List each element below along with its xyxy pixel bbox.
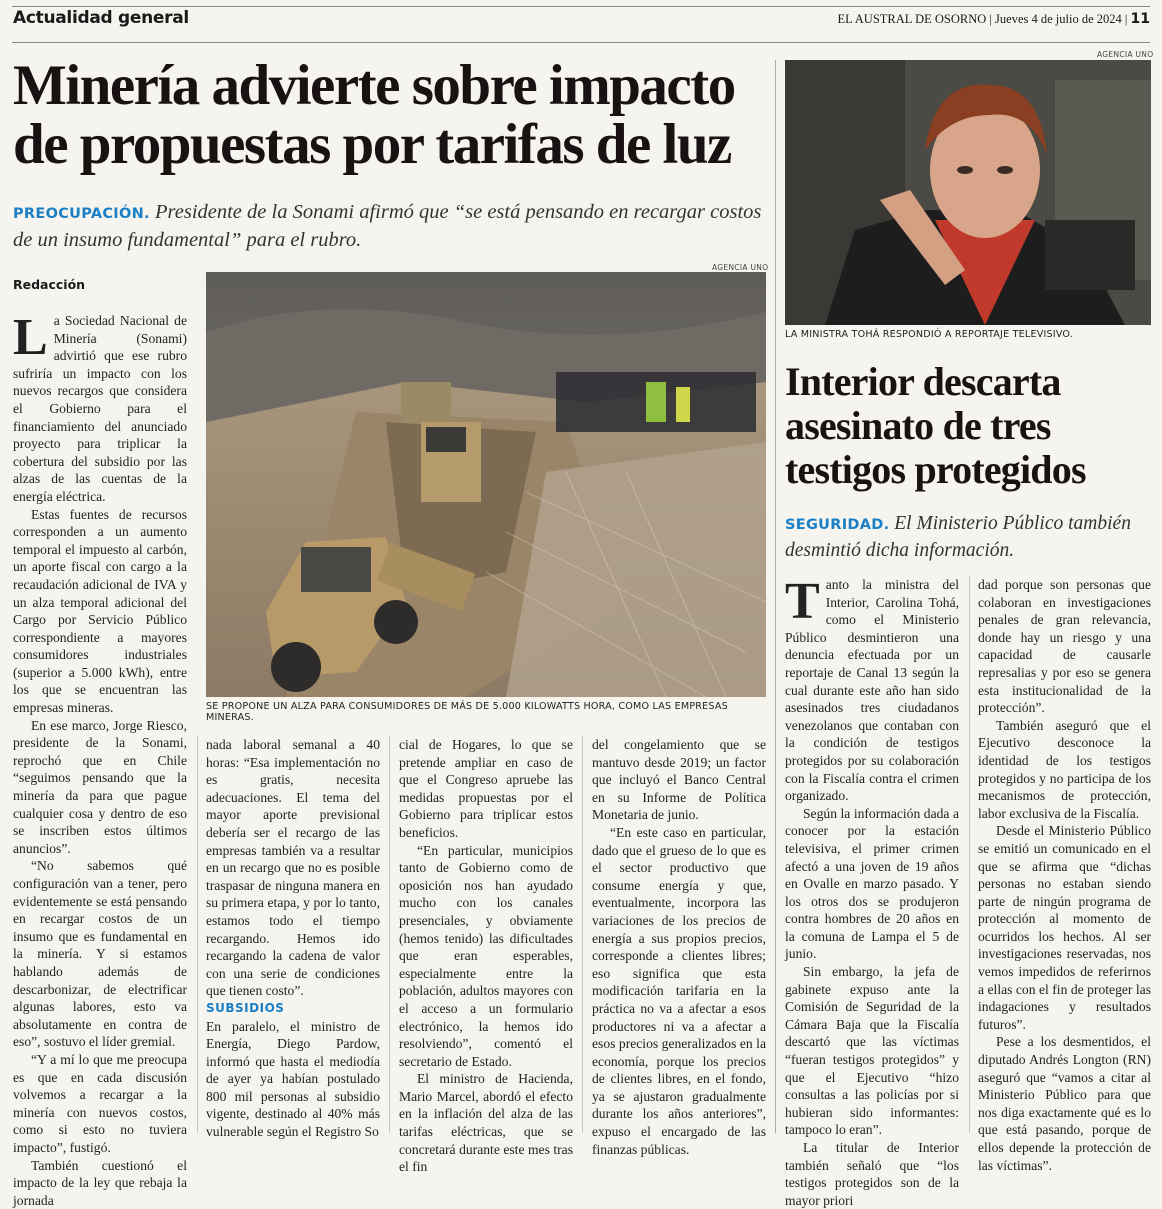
side-column-1 [785, 576, 959, 1133]
paragraph: También aseguró que el Ejecutivo desconoce la identidad de los testigos protegidos y no participa de los mecanismos de protección, labor exclusiva de la Fiscalía. [978, 717, 1151, 823]
main-deck [13, 199, 773, 253]
byline: Redacción [13, 277, 85, 292]
paragraph: “En particular, municipios tanto de Gobierno como de oposición nos han ayudado mucho con los canales presenciales, y obviamente (hemos tenido) las dificultades que eran esperables, especialmente entre la población, adultos mayores con el acceso a un formulario electrónico, la hemos ido resolviendo”, comentó el secretario de Estado. [399, 842, 573, 1071]
main-column-1 [13, 312, 187, 1133]
main-column-4 [592, 736, 766, 1133]
main-kicker: PREOCUPACIÓN. [13, 206, 150, 222]
paragraph: Estas fuentes de recursos corresponden a un aumento temporal el impuesto al carbón, un aporte fiscal con cargo a la recaudación adicional de IVA y un alza temporal adicional del Cargo por Servicio Público correspondiente a mayores consumidores industriales (superior a 5.000 kWh), entre los que se encuentran las empresas mineras. [13, 506, 187, 717]
paragraph: El ministro de Hacienda, Mario Marcel, abordó el efecto en la inflación del alza de las tarifas eléctricas, que se concretará durante este mes tras el fin [399, 1070, 573, 1176]
paragraph: Según la información dada a conocer por la estación televisiva, el primer crimen afectó a una joven de 19 años en Ovalle en marzo pasado. Y los otros dos se produjeron contra hombres de 20 años en la comuna de Lampa el 5 de junio. [785, 805, 959, 963]
mid-loader [421, 422, 481, 502]
paragraph: cial de Hogares, lo que se pretende ampliar en caso de que el Congreso apruebe las medidas propuestas por el Gobierno para triplicar estos beneficios. [399, 736, 573, 842]
worker-crowd [556, 372, 756, 432]
column-divider [582, 736, 583, 1133]
side-headline: Interior descarta asesinato de tres testigos protegidos [785, 360, 1155, 492]
main-headline: Minería advierte sobre impacto de propuestas por tarifas de luz [13, 56, 773, 174]
page-number: 11 [1131, 11, 1150, 27]
paragraph: En paralelo, el ministro de Energía, Diego Pardow, informó que hasta el mediodía de ayer ya habían postulado 800 mil personas al subsidio vigente, destinado al 40% más vulnerable según el Registro So [206, 1018, 380, 1141]
photo-caption: SE PROPONE UN ALZA PARA CONSUMIDORES DE MÁS DE 5.000 KILOWATTS HORA, COMO LAS EMPRESAS MINERAS. [206, 701, 766, 723]
side-kicker: SEGURIDAD. [785, 517, 889, 533]
paragraph: dad porque son personas que colaboran en investigaciones penales de gran relevancia, donde hay un riesgo y una capacidad de causarle represalias y por eso se genera esta institucionalidad de la protección”. [978, 576, 1151, 717]
column-divider [969, 576, 970, 1133]
paragraph: “Y a mí lo que me preocupa es que en cada discusión volvemos a recargar a la minería con nuevos costos, como si esto no tuviera impacto”, fustigó. [13, 1051, 187, 1157]
column-divider [197, 736, 198, 1133]
masthead [838, 11, 1150, 27]
side-photo-credit: AGENCIA UNO [1097, 50, 1153, 59]
minister-portrait-image [785, 60, 1151, 325]
paragraph: Sin embargo, la jefa de gabinete expuso ante la Comisión de Seguridad de la Cámara Baja que la Fiscalía descartó que las víctimas “fueran testigos protegidos” y que el Ejecutivo “hizo consultas a las policías por si hubieran sido informantes: tampoco lo eran”. [785, 963, 959, 1139]
separator: | [989, 12, 992, 26]
paragraph: También cuestionó el impacto de la ley que rebaja la jornada [13, 1157, 187, 1209]
paragraph: “No sabemos qué configuración van a tener, pero evidentemente se está pensando en recargar costos de un insumo que es fundamental en la minería. Y si estamos hablando además de descarbonizar, de electrificar algunas labores, esto va absolutamente en contra de eso”, sostuvo el líder gremial. [13, 857, 187, 1051]
separator: | [1125, 12, 1128, 26]
paragraph: Desde el Ministerio Público se emitió un comunicado en el que se afirma que “dichas personas no estaban siendo parte de ningún programa de protección al momento de ocurridos los hechos. Al ser investigaciones reservadas, nos vemos impedidos de referirnos a ellas con el fin de proteger las indagaciones y resultados futuros”. [978, 822, 1151, 1033]
side-photo-caption: LA MINISTRA TOHÁ RESPONDIÓ A REPORTAJE TELEVISIVO. [785, 329, 1151, 340]
drop-cap: L [13, 316, 48, 360]
mining-site-image [206, 272, 766, 697]
paragraph: En ese marco, Jorge Riesco, presidente de la Sonami, reprochó que en Chile “seguimos pensando que la minería da para que pague cualquier cosa y dentro de eso se inscriben estos últimos anuncios”. [13, 717, 187, 858]
section-title: Actualidad general [13, 8, 189, 28]
header-rule [12, 42, 1150, 43]
top-rule [12, 6, 1150, 7]
column-rule [775, 60, 776, 1133]
mining-photo [206, 272, 766, 697]
main-column-3 [399, 736, 573, 1133]
column-divider [389, 736, 390, 1133]
paragraph: “En este caso en particular, dado que el grueso de lo que es el sector productivo que consume energía y que, eventualmente, incorpora las variaciones de los precios de energía a sus propios precios, corresponde a clientes libres; eso significa que esta modificación tarifaria en la práctica no va a afectar a esos productores ni va a afectar a esos precios generalizados en la economía, porque los precios de clientes libres, en el fondo, ya se ajustaron gradualmente durante los años anteriores”, expuso el encargado de las finanzas públicas. [592, 824, 766, 1158]
paragraph: nada laboral semanal a 40 horas: “Esa implementación no es gratis, necesita adecuaciones. El tema del mayor aporte previsional debería ser el recargo de las empresas también va a resultar en un recargo que no es posible traspasar de ninguna manera en su primera etapa, y por lo tanto, estamos todo el tiempo recargando. Hemos ido recargando la cadena de valor con una serie de condiciones que tienen costo”. [206, 736, 380, 1000]
main-column-2 [206, 736, 380, 1133]
drop-cap: T [785, 580, 820, 624]
side-column-2 [978, 576, 1151, 1133]
issue-date: Jueves 4 de julio de 2024 [995, 12, 1122, 26]
main-deck-text: Presidente de la Sonami afirmó que “se está pensando en recargar costos de un insumo fundamental” para el rubro. [13, 201, 761, 251]
side-deck-text: El Ministerio Público también desmintió dicha información. [785, 513, 1131, 561]
paragraph: a Sociedad Nacional de Minería (Sonami) advirtió que ese rubro sufriría un impacto con los nuevos recargos que considera el Gobierno para el financiamiento del anunciado proyecto para triplicar la cobertura del subsidio por las alzas de las cuentas de la energía eléctrica. [13, 313, 187, 504]
paragraph: La titular de Interior también señaló que “los testigos protegidos son de la mayor priori [785, 1139, 959, 1209]
minister-photo [785, 60, 1151, 325]
paragraph: anto la ministra del Interior, Carolina Tohá, como el Ministerio Público desmintieron una denuncia efectuada por un reportaje de Canal 13 según la cual durante este año han sido asesinados tres ciudadanos venezolanos que contaban con la condición de testigos protegidos por su colaboración con la Fiscalía contra el crimen organizado. [785, 577, 959, 803]
paragraph: del congelamiento que se mantuvo desde 2019; un factor que incluyó el Banco Central en su Informe de Política Monetaria de junio. [592, 736, 766, 824]
paragraph: Pese a los desmentidos, el diputado Andrés Longton (RN) aseguró que “vamos a citar al Ministerio Público para que nos diga exactamente qué es lo que está pasando, porque de ellos depende la protección de las víctimas”. [978, 1033, 1151, 1174]
side-deck [785, 511, 1155, 564]
newspaper-name: EL AUSTRAL DE OSORNO [838, 12, 987, 26]
photo-credit: AGENCIA UNO [712, 263, 768, 272]
small-loader [401, 382, 451, 422]
subhead: SUBSIDIOS [206, 1000, 380, 1018]
